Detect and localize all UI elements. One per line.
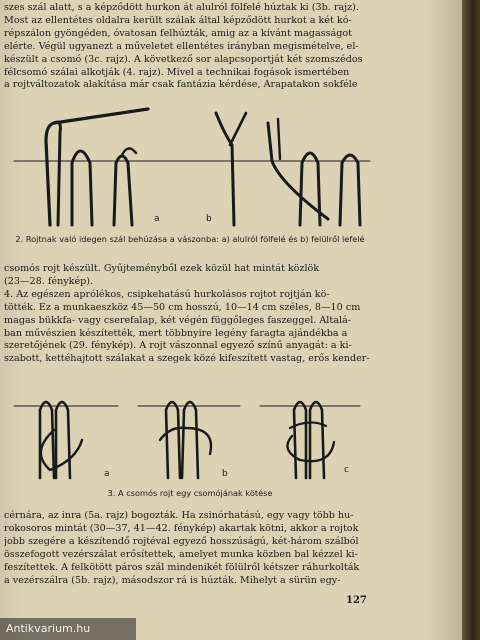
text-line: 4. Az egészen aprólékos, csipkehatású hurkolásos rojtot rojtján kö- (4, 288, 330, 300)
text-block-middle (4, 263, 374, 366)
text-block-bottom (4, 510, 374, 587)
figure-3-label-a: a (104, 469, 110, 479)
text-line: csomós rojt készült. Gyűjteményből ezek közül hat mintát közlök (4, 263, 320, 274)
figure-3-label-c: c (344, 465, 349, 475)
text-line: magas bükkfa- vagy cserefalap, két végén függőleges faszeggel. Általá- (4, 314, 351, 326)
text-line: szeretőjének (29. fénykép). A rojt vászonnal egyező színű anyagát: a ki- (4, 340, 352, 352)
text-line: rokosoros mintát (30—37, 41—42. fénykép) akartak kötni, akkor a rojtok (4, 522, 359, 534)
book-spine (462, 0, 480, 640)
text-line: szes szál alatt, s a képződött hurkon át alulról fölfelé húztak ki (3b. rajz). (4, 2, 359, 13)
figure-2-illustration (10, 103, 380, 233)
text-line: elérte. Végül ugyanezt a műveletet ellentétes irányban megismételve, el- (4, 40, 359, 52)
text-line: a rojtváltozatok alakítása már csak fantázia kérdése, Árapatakon sokféle (4, 79, 358, 91)
figure-3-illustration (10, 370, 380, 482)
text-line: összefogott vezérszálat erősítettek, amelyet munka közben bal kézzel ki- (4, 548, 358, 560)
text-line: szabott, kettéhajtott szálakat a szegek közé kifeszített vastag, erős kender- (4, 353, 370, 365)
text-line: félcsomó szálai alkotják (4. rajz). Mivel a technikai fogások ismertében (4, 66, 350, 78)
text-line: (23—28. fénykép). (4, 275, 94, 287)
figure-2-label-a: a (154, 214, 160, 224)
text-line: feszítettek. A felkötött páros szál mindenikét fölülről kétszer ráhurkolták (4, 561, 360, 573)
text-line: cérnára, az inra (5a. rajz) bogozták. Ha zsinórhatású, egy vagy több hu- (4, 510, 354, 521)
text-line: készült a csomó (3c. rajz). A következő sor alapcsoportját két szomszédos (4, 53, 363, 65)
text-line: tötték. Ez a munkaeszköz 45—50 cm hosszú, 10—14 cm széles, 8—10 cm (4, 301, 361, 313)
figure-3-label-b: b (222, 469, 228, 479)
text-line: Most az ellentétes oldalra került szálak által képződött hurkot a két kó- (4, 14, 352, 26)
text-line: répszálon gyöngéden, óvatosan felhúzták, amig az a kívánt magasságot (4, 27, 353, 39)
text-line: ban művészien készítették, mert többnyire legény faragta ajándékba a (4, 327, 348, 339)
text-line: a vezérszálra (5b. rajz), másodszor rá is húzták. Mihelyt a sürün egy- (4, 574, 341, 586)
text-line: jobb szegére a készítendő rojtéval egyező hosszúságú, két-három szálból (4, 535, 359, 547)
page-number: 127 (346, 595, 367, 606)
figure-2-caption: 2. Rojtnak való idegen szál behúzása a vászonba: a) alulról fölfelé és b) felülről lefelé (15, 234, 365, 244)
figure-2-label-b: b (206, 214, 212, 224)
watermark-label: Antikvarium.hu (0, 618, 136, 640)
text-block-top (4, 2, 374, 92)
figure-3-caption: 3. A csomós rojt egy csomójának kötése (107, 488, 273, 498)
